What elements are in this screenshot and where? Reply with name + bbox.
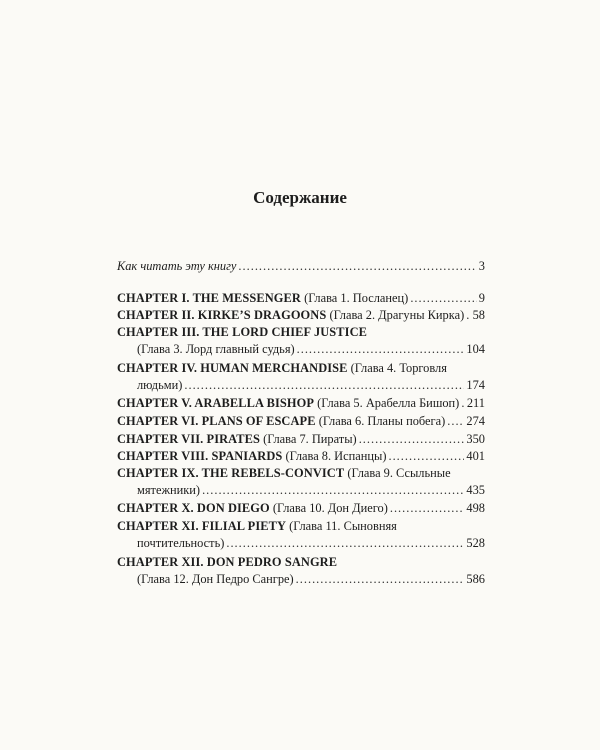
dot-leader bbox=[296, 571, 465, 588]
dot-leader bbox=[202, 482, 464, 499]
dot-leader bbox=[226, 535, 464, 552]
chapter-translation: (Глава 8. Испанцы) bbox=[285, 449, 387, 463]
chapter-title: CHAPTER XII. DON PEDRO SANGRE bbox=[117, 555, 338, 569]
toc-entry bbox=[117, 324, 485, 358]
chapter-translation: (Глава 11. Сыновняя bbox=[289, 519, 397, 533]
toc-entry bbox=[117, 554, 485, 588]
chapter-translation-continued: людьми) bbox=[137, 378, 183, 392]
chapter-translation: (Глава 6. Планы побега) bbox=[318, 414, 446, 428]
chapter-translation: (Глава 4. Торговля bbox=[350, 361, 447, 375]
chapter-title: CHAPTER VIII. SPANIARDS bbox=[117, 449, 283, 463]
chapter-title: CHAPTER II. KIRKE’S DRAGOONS bbox=[117, 308, 327, 322]
page-number: 498 bbox=[466, 501, 485, 515]
chapter-title: CHAPTER V. ARABELLA BISHOP bbox=[117, 396, 314, 410]
page-number: 104 bbox=[466, 342, 485, 356]
page-number: 350 bbox=[466, 432, 485, 446]
dot-leader bbox=[461, 395, 465, 412]
chapter-translation-continued: мятежники) bbox=[137, 483, 201, 497]
chapter-translation: (Глава 3. Лорд главный судья) bbox=[137, 342, 295, 356]
chapter-title: CHAPTER XI. FILIAL PIETY bbox=[117, 519, 287, 533]
toc-entry bbox=[117, 307, 485, 324]
chapter-translation: (Глава 1. Посланец) bbox=[304, 291, 409, 305]
chapter-translation: (Глава 5. Арабелла Бишоп) bbox=[317, 396, 460, 410]
toc-entry bbox=[117, 448, 485, 465]
page-number: 401 bbox=[466, 449, 485, 463]
dot-leader bbox=[388, 448, 464, 465]
chapter-translation: (Глава 9. Ссыльные bbox=[347, 466, 451, 480]
page-title: Содержание bbox=[253, 188, 347, 207]
chapter-title: CHAPTER VII. PIRATES bbox=[117, 432, 261, 446]
toc-entry bbox=[117, 360, 485, 394]
toc-entry bbox=[117, 465, 485, 499]
dot-leader bbox=[390, 500, 465, 517]
page-number: 528 bbox=[466, 536, 485, 550]
toc-entry bbox=[117, 413, 485, 430]
toc-entry bbox=[117, 500, 485, 517]
dot-leader bbox=[466, 307, 470, 324]
chapter-translation: (Глава 7. Пираты) bbox=[263, 432, 357, 446]
toc-entry bbox=[117, 431, 485, 448]
chapter-translation: (Глава 12. Дон Педро Сангре) bbox=[137, 572, 294, 586]
toc-intro-label: Как читать эту книгу bbox=[117, 259, 237, 273]
toc-entry bbox=[117, 395, 485, 412]
dot-leader bbox=[184, 377, 464, 394]
page-number: 274 bbox=[466, 414, 485, 428]
page-number: 174 bbox=[466, 378, 485, 392]
toc-entry-intro bbox=[117, 258, 485, 275]
chapter-title: CHAPTER X. DON DIEGO bbox=[117, 501, 270, 515]
dot-leader bbox=[297, 341, 465, 358]
toc-entry bbox=[117, 290, 485, 307]
chapter-title: CHAPTER IV. HUMAN MERCHANDISE bbox=[117, 361, 348, 375]
page-number: 9 bbox=[478, 291, 485, 305]
chapter-translation: (Глава 10. Дон Диего) bbox=[272, 501, 388, 515]
dot-leader bbox=[447, 413, 464, 430]
dot-leader bbox=[410, 290, 476, 307]
chapter-title: CHAPTER I. THE MESSENGER bbox=[117, 291, 301, 305]
chapter-translation: (Глава 2. Драгуны Кирка) bbox=[329, 308, 465, 322]
chapter-title: CHAPTER VI. PLANS OF ESCAPE bbox=[117, 414, 316, 428]
chapter-title: CHAPTER IX. THE REBELS-CONVICT bbox=[117, 466, 345, 480]
page-number: 211 bbox=[466, 396, 485, 410]
page-number: 58 bbox=[472, 308, 485, 322]
chapter-translation-continued: почтительность) bbox=[137, 536, 225, 550]
toc-entry bbox=[117, 518, 485, 552]
page-number: 435 bbox=[466, 483, 485, 497]
chapter-title: CHAPTER III. THE LORD CHIEF JUSTICE bbox=[117, 325, 367, 339]
dot-leader bbox=[359, 431, 465, 448]
dot-leader bbox=[238, 258, 476, 275]
page-number: 3 bbox=[478, 259, 485, 273]
page-number: 586 bbox=[466, 572, 485, 586]
